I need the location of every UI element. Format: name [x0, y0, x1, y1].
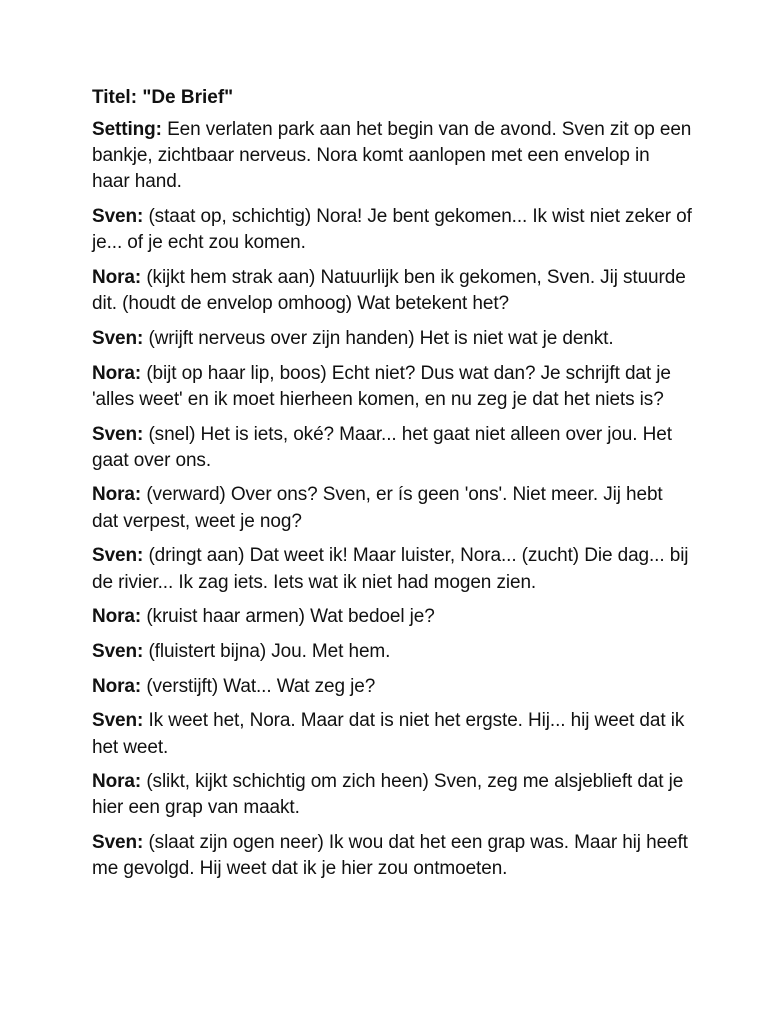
dialogue-text: (kruist haar armen) Wat bedoel je?	[146, 606, 435, 628]
document-title: Titel: "De Brief"	[92, 87, 234, 108]
speaker-label: Nora:	[92, 675, 142, 697]
dialogue-line	[92, 326, 692, 352]
dialogue-line	[92, 830, 692, 882]
dialogue-text: (wrijft nerveus over zijn handen) Het is niet wat je denkt.	[148, 327, 614, 349]
dialogue-text: (slaat zijn ogen neer) Ik wou dat het een grap was. Maar hij heeft me gevolgd. Hij weet dat ik je hier zou ontmoeten.	[92, 832, 688, 880]
speaker-label: Setting:	[92, 119, 162, 140]
speaker-label: Nora:	[92, 771, 142, 793]
speaker-label: Sven:	[92, 423, 144, 445]
speaker-label: Nora:	[92, 484, 142, 506]
speaker-label: Sven:	[92, 545, 144, 567]
dialogue-text: Ik weet het, Nora. Maar dat is niet het ergste. Hij... hij weet dat ik het weet.	[92, 710, 685, 758]
dialogue-text: (fluistert bijna) Jou. Met hem.	[148, 640, 391, 662]
dialogue-line	[92, 361, 692, 413]
dialogue-line	[92, 482, 692, 534]
dialogue-text: (staat op, schichtig) Nora! Je bent gekomen... Ik wist niet zeker of je... of je echt zou komen.	[92, 206, 692, 254]
dialogue-line	[92, 604, 692, 630]
dialogue-line	[92, 422, 692, 474]
dialogue-line	[92, 708, 692, 760]
dialogue-line	[92, 674, 692, 700]
speaker-label: Sven:	[92, 206, 144, 228]
dialogue-line	[92, 639, 692, 665]
script-page	[92, 85, 692, 891]
dialogue-text: (slikt, kijkt schichtig om zich heen) Sven, zeg me alsjeblieft dat je hier een grap van maakt.	[92, 771, 684, 819]
dialogue-text: (snel) Het is iets, oké? Maar... het gaat niet alleen over jou. Het gaat over ons.	[92, 423, 672, 471]
speaker-label: Sven:	[92, 327, 144, 349]
speaker-label: Sven:	[92, 710, 144, 732]
dialogue-line	[92, 543, 692, 595]
dialogue-text: (dringt aan) Dat weet ik! Maar luister, Nora... (zucht) Die dag... bij de rivier... Ik zag iets. Iets wat ik niet had mogen zien.	[92, 545, 689, 593]
paragraph-text: Een verlaten park aan het begin van de avond. Sven zit op een bankje, zichtbaar nerveus. Nora komt aanlopen met een envelop in haar hand.	[92, 119, 692, 193]
speaker-label: Sven:	[92, 832, 144, 854]
dialogue-line	[92, 204, 692, 256]
dialogue-text: (bijt op haar lip, boos) Echt niet? Dus wat dan? Je schrijft dat je 'alles weet' en ik moet hierheen komen, en nu zeg je dat het niets is?	[92, 362, 671, 410]
dialogue-line	[92, 265, 692, 317]
setting-paragraph	[92, 117, 692, 196]
speaker-label: Nora:	[92, 267, 142, 289]
dialogue-line	[92, 769, 692, 821]
speaker-label: Sven:	[92, 640, 144, 662]
dialogue-text: (verstijft) Wat... Wat zeg je?	[146, 675, 376, 697]
speaker-label: Nora:	[92, 362, 142, 384]
dialogue-text: (verward) Over ons? Sven, er ís geen 'ons'. Niet meer. Jij hebt dat verpest, weet je nog?	[92, 484, 663, 532]
speaker-label: Nora:	[92, 606, 142, 628]
dialogue-text: (kijkt hem strak aan) Natuurlijk ben ik gekomen, Sven. Jij stuurde dit. (houdt de envelop omhoog) Wat betekent het?	[92, 267, 686, 315]
